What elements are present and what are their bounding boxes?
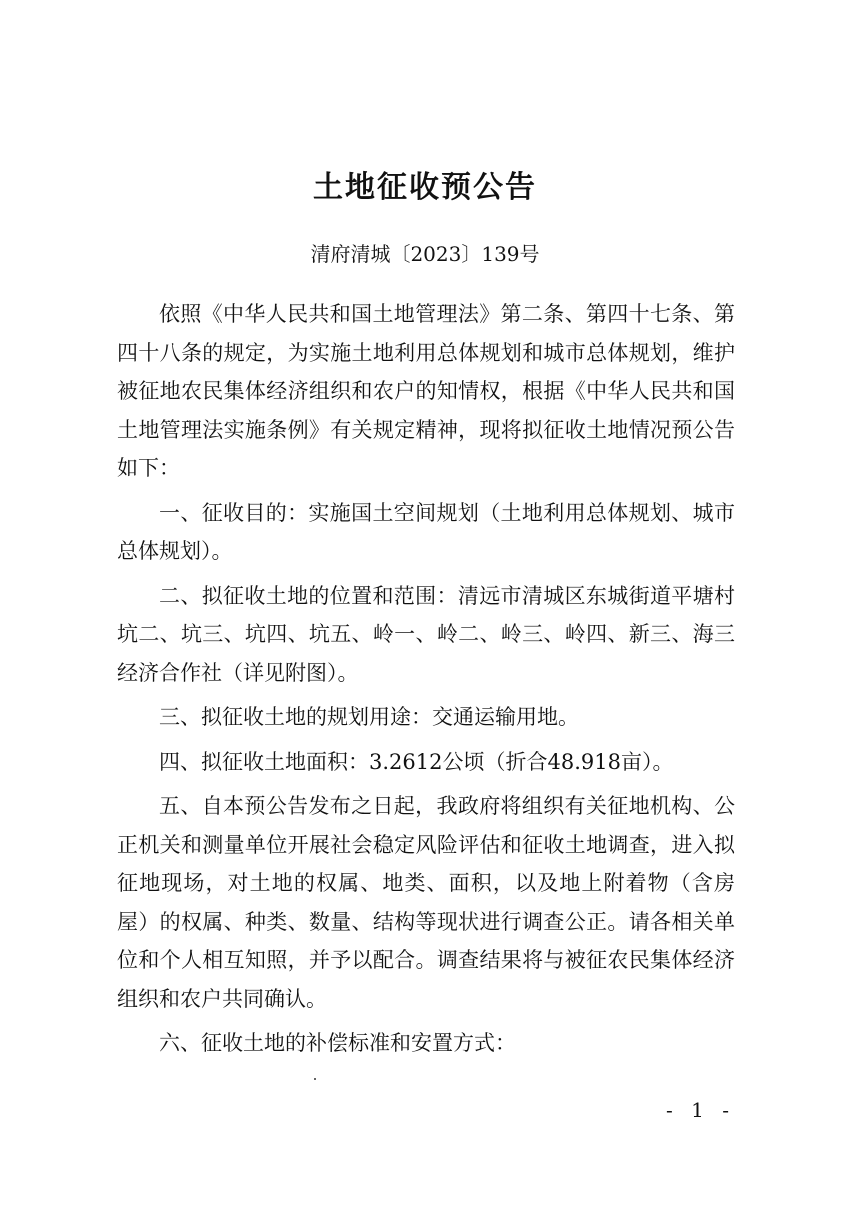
paragraph-area: 四、拟征收土地面积：3.2612公顷（折合48.918亩）。 bbox=[159, 749, 674, 774]
paragraph-preamble: 依照《中华人民共和国土地管理法》第二条、第四十七条、第四十八条的规定，为实施土地利用总体规划和城市总体规划，维护被征地农民集体经济组织和农户的知情权，根据《中华人民共和国土地管理法实施条例》有关规定精神，现将拟征收土地情况预公告如下： bbox=[117, 302, 735, 480]
document-number: 清府清城〔2023〕139号 bbox=[310, 242, 540, 266]
page-number: - 1 - bbox=[666, 1098, 735, 1122]
scan-dot bbox=[314, 1078, 316, 1080]
paragraph-location: 二、拟征收土地的位置和范围：清远市清城区东城街道平塘村坑二、坑三、坑四、坑五、岭一、岭二、岭三、岭四、新三、海三经济合作社（详见附图）。 bbox=[117, 583, 735, 685]
paragraph-purpose: 一、征收目的：实施国土空间规划（土地利用总体规划、城市总体规划）。 bbox=[117, 500, 735, 563]
document-body bbox=[117, 295, 735, 1063]
page-title: 土地征收预公告 bbox=[313, 170, 537, 205]
paragraph-land-use: 三、拟征收土地的规划用途：交通运输用地。 bbox=[159, 705, 579, 729]
paragraph-compensation: 六、征收土地的补偿标准和安置方式： bbox=[159, 1031, 516, 1055]
paragraph-investigation: 五、自本预公告发布之日起，我政府将组织有关征地机构、公正机关和测量单位开展社会稳定风险评估和征收土地调查，进入拟征地现场，对土地的权属、地类、面积，以及地上附着物（含房屋）的权属、种类、数量、结构等现状进行调查公正。请各相关单位和个人相互知照，并予以配合。调查结果将与被征农民集体经济组织和农户共同确认。 bbox=[117, 794, 735, 1011]
